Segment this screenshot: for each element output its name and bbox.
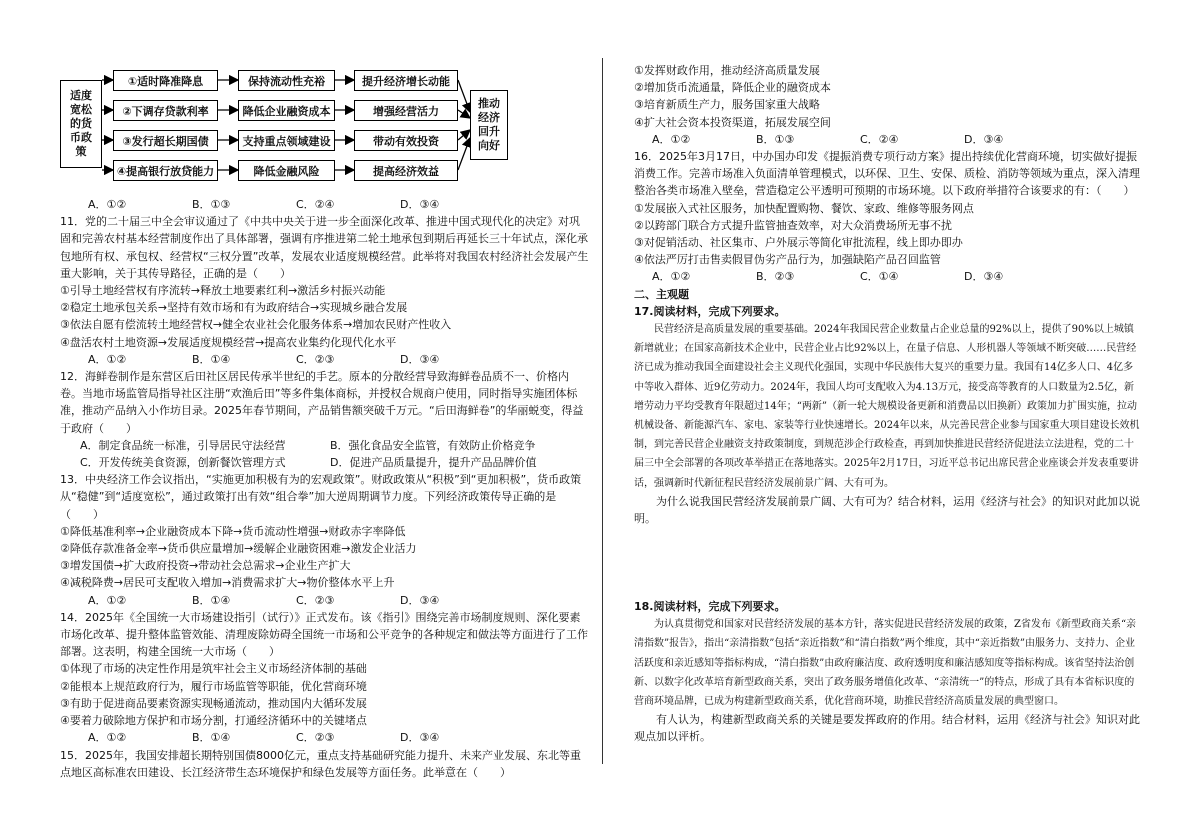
q16-item-1: ①发展嵌入式社区服务，加快配置购物、餐饮、家政、维修等服务网点: [634, 201, 974, 215]
q16-item-3: ③对促销活动、社区集市、户外展示等简化审批流程，线上即办即办: [634, 236, 963, 250]
q14-options: [60, 729, 590, 746]
q13-item-1: ①降低基准利率→企业融资成本下降→货币流动性增强→财政赤字率降低: [60, 524, 406, 538]
diagram-c3-1-label: 提升经济增长动能: [362, 74, 450, 88]
q14-item-3: ③有助于促进商品要素资源实现畅通流动，推动国内大循环发展: [60, 696, 367, 710]
diagram-c1-1-label: ①适时降准降息: [127, 74, 204, 88]
diagram-c2-3: [238, 130, 335, 151]
q18-question: 有人认为，构建新型政商关系的关键是要发挥政府的作用。结合材料，运用《经济与社会》知识对此观点加以评析。: [634, 713, 1140, 744]
q13-option-b: B．①④: [192, 593, 231, 607]
q14-item-1: ①体现了市场的决定性作用是筑牢社会主义市场经济体制的基础: [60, 662, 367, 676]
q16-option-d: D．③④: [964, 270, 1004, 284]
q14-option-b: B．①④: [192, 731, 231, 745]
left-column: [60, 196, 590, 781]
column-divider: [602, 58, 603, 764]
q13-item-2: ②降低存款准备金率→货币供应量增加→缓解企业融资困难→激发企业活力: [60, 542, 417, 556]
diagram-c1-2-label: ②下调存贷款利率: [122, 104, 209, 118]
q11-item-3: ③依法自愿有偿流转土地经营权→健全农业社会化服务体系→增加农民财产性收入: [60, 318, 452, 332]
diagram-end-label: 推动经济回升向好: [478, 97, 500, 152]
diagram-c3-3-label: 带动有效投资: [373, 134, 439, 148]
q13-option-a: A．①②: [88, 593, 127, 607]
q12-option-b: B．强化食品安全监管，有效防止价格竞争: [330, 438, 536, 452]
q12-options-row1: [60, 437, 590, 471]
q15-option-a: A．①②: [652, 132, 691, 146]
q17-material: 民营经济是高质量发展的重要基础。2024年我国民营企业数量占企业总量的92%以上，提供了90%以上城镇新增就业；在国家高新技术企业中，民营企业占比92%以上，在量子信息、人形机器人等领域不断突破……民营经济已成为推动我国全面建设社会主义现代化强国，实现中华民族伟大复兴的重要力量。我国有14亿多人口、4亿多中等收入群体、近9亿劳动力。2024年，我国人均可支配收入为4.13万元，接受高等教育的人口数量为2.5亿，新增劳动力平均受教育年限超过14年；“两新”（新一轮大规模设备更新和消费品以旧换新）政策加力扩围实施，拉动机械设备、新能源汽车、家电、家装等行业快速增长。2024年以来，从完善民营企业参与国家重大项目建设长效机制，到完善民营企业融资支持政策制度，到规范涉企行政检查，再到加快推进民营经济促进法立法进程，党的二十届三中全会部署的各项改革举措正在落地落实。2025年2月17日，习近平总书记出席民营企业座谈会并发表重要讲话，强调新时代新征程民营经济发展前景广阔、大有可为。: [634, 324, 1140, 489]
diagram-c3-2-label: 增强经营活力: [373, 104, 439, 118]
section-2-heading: 二、主观题: [634, 287, 689, 301]
diagram-c2-1-label: 保持流动性充裕: [248, 74, 325, 88]
q10-option-d: D．③④: [400, 198, 440, 211]
q12-option-c: C．开发传统美食资源，创新餐饮管理方式: [80, 456, 286, 470]
q11-option-a: A．①②: [88, 352, 127, 366]
diagram-c3-4: [354, 160, 458, 181]
q12-stem: 12．海鲜卷制作是东营区后田社区居民传承半世纪的手艺。原本的分散经营导致海鲜卷品质不一、价格内卷。当地市场监管局指导社区注册“欢渔后田”等多件集体商标，并授权合规商户使用，同时指导实施团体标准，推动产品纳入小作坊目录。2025年春节期间，产品销售额突破千万元。“后田海鲜卷”的华丽蜕变，得益于政府（ ）: [60, 370, 584, 435]
diagram-c2-2: [238, 100, 335, 121]
diagram-c2-3-label: 支持重点领域建设: [242, 134, 331, 148]
q15-option-c: C．②④: [860, 132, 899, 146]
diagram-c3-1: [354, 70, 458, 91]
q15-item-3: ③培育新质生产力，服务国家重大战略: [634, 98, 820, 112]
q16-option-b: B．②③: [756, 270, 795, 284]
q15-option-d: D．③④: [964, 132, 1004, 146]
q13-item-4: ④减税降费→居民可支配收入增加→消费需求扩大→物价整体水平上升: [60, 576, 395, 590]
q13-stem: 13．中央经济工作会议指出，“实施更加积极有为的宏观政策”。财政政策从“积极”到“更加积极”，货币政策从“稳健”到“适度宽松”，通过政策打出有效“组合拳”加大逆周期调节力度。下列经济政策传导正确的是（ ）: [60, 473, 582, 521]
q18-title: 18.阅读材料，完成下列要求。: [634, 600, 786, 613]
q14-option-d: D．③④: [400, 731, 440, 745]
q13-options: [60, 592, 590, 609]
diagram-start-box: [60, 80, 102, 168]
q16-item-2: ②以跨部门联合方式提升监管抽查效率，对大众消费场所无事不扰: [634, 218, 952, 232]
q11-stem: 11．党的二十届三中全会审议通过了《中共中央关于进一步全面深化改革、推进中国式现代化的决定》对巩固和完善农村基本经营制度作出了具体部署，强调有序推进第二轮土地承包到期后再延长三十年试点，深化承包地所有权、承包权、经营权“三权分置”改革，发展农业适度规模经营。此举将对我国农村经济社会发展产生重大影响，关于其传导路径，正确的是（ ）: [60, 215, 589, 280]
q16-stem: 16．2025年3月17日，中办国办印发《提振消费专项行动方案》提出持续优化营商环境，切实做好提振消费工作。完善市场准入负面清单管理模式，以环保、卫生、安保、质检、消防等领域为重点，深入清理整治各类市场准入壁垒，营造稳定公平透明可预期的市场环境。以下政府举措符合该要求的有：（ ）: [634, 150, 1140, 198]
q13-item-3: ③增发国债→扩大政府投资→带动社会总需求→企业生产扩大: [60, 559, 351, 573]
q16-item-4: ④依法严厉打击售卖假冒伪劣产品行为，加强缺陷产品召回监管: [634, 253, 941, 267]
diagram-c3-3: [354, 130, 458, 151]
diagram-c3-2: [354, 100, 458, 121]
q10-option-a: A．①②: [88, 198, 127, 211]
q15-options: [634, 131, 1142, 148]
q16-options: [634, 268, 1142, 285]
q10-option-c: C．②④: [296, 198, 335, 211]
q11-option-c: C．②③: [296, 352, 335, 366]
q14-item-4: ④要着力破除地方保护和市场分割，打通经济循环中的关键堵点: [60, 714, 367, 728]
q15-stem: 15．2025年，我国安排超长期特别国债8000亿元，重点支持基础研究能力提升、未来产业发展、东北等重点地区高标准农田建设、长江经济带生态环境保护和绿色发展等方面任务。此举意在（ ）: [60, 748, 581, 779]
diagram-c1-3: [113, 130, 218, 151]
q11-item-2: ②稳定土地承包关系→坚持有效市场和有为政府结合→实现城乡融合发展: [60, 301, 408, 315]
diagram-c2-1: [238, 70, 335, 91]
q11-item-1: ①引导土地经营权有序流转→释放土地要素红利→激活乡村振兴动能: [60, 284, 386, 298]
q15-item-4: ④扩大社会资本投资渠道，拓展发展空间: [634, 115, 831, 129]
q14-option-c: C．②③: [296, 731, 335, 745]
diagram-c2-2-label: 降低企业融资成本: [242, 104, 331, 118]
q14-stem: 14．2025年《全国统一大市场建设指引（试行）》正式发布。该《指引》围绕完善市场制度规则、深化要素市场化改革、提升整体监管效能、清理废除妨碍全国统一市场和公平竞争的各种规定和做法等方面进行了工作部署。这表明，构建全国统一大市场（ ）: [60, 610, 588, 659]
q10-options: [60, 196, 590, 213]
diagram-c1-4-label: ④提高银行放贷能力: [116, 164, 215, 178]
q13-option-d: D．③④: [400, 593, 440, 607]
q10-option-b: B．①③: [192, 198, 231, 211]
diagram-c1-3-label: ③发行超长期国债: [122, 134, 209, 148]
q11-item-4: ④盘活农村土地资源→发展适度规模经营→提高农业集约化现代化水平: [60, 335, 397, 349]
q15-item-2: ②增加货币流通量，降低企业的融资成本: [634, 81, 831, 95]
right-column: [634, 62, 1142, 527]
q11-option-b: B．①④: [192, 352, 231, 366]
q15-option-b: B．①③: [756, 132, 795, 146]
diagram-start-label: 适度宽松的货币政策: [70, 89, 92, 158]
q11-options: [60, 351, 590, 368]
q12-option-d: D．促进产品质量提升，提升产品品牌价值: [330, 456, 537, 470]
diagram-c1-1: [113, 70, 218, 91]
diagram-c1-4: [113, 160, 218, 181]
q16-option-a: A．①②: [652, 270, 691, 284]
q18-block: [634, 598, 1142, 746]
q12-option-a: A．制定食品统一标准，引导居民守法经营: [80, 438, 286, 452]
q17-title: 17.阅读材料，完成下列要求。: [634, 304, 786, 318]
q16-option-c: C．①④: [860, 270, 899, 284]
q15-item-1: ①发挥财政作用，推动经济高质量发展: [634, 64, 820, 77]
diagram-c2-4: [238, 160, 335, 181]
q11-option-d: D．③④: [400, 352, 440, 366]
diagram-c3-4-label: 提高经济效益: [373, 164, 439, 178]
q18-material: 为认真贯彻党和国家对民营经济发展的基本方针，落实促进民营经济发展的政策，Z省发布《新型政商关系“亲清指数”报告》，指出“亲清指数”包括“亲近指数”和“清白指数”两个维度，其中“亲近指数”由服务力、支持力、企业活跃度和亲近感知等指标构成，“清白指数”由政府廉洁度、政府透明度和廉洁感知度等指标构成。该省坚持法治创新、以数字化改革培育新型政商关系，突出了政务服务增值化改革、“亲清统一”的特点，形成了具有本省标识度的营商环境品牌，已成为构建新型政商关系，优化营商环境，助推民营经济高质量发展的典型窗口。: [634, 619, 1137, 708]
q13-option-c: C．②③: [296, 593, 335, 607]
q14-item-2: ②能根本上规范政府行为，履行市场监管等职能，优化营商环境: [60, 679, 367, 693]
diagram-c1-2: [113, 100, 218, 121]
diagram-end-box: [470, 90, 508, 160]
q17-question: 为什么说我国民营经济发展前景广阔、大有可为？结合材料，运用《经济与社会》的知识对此加以说明。: [634, 494, 1140, 526]
q14-option-a: A．①②: [88, 731, 127, 745]
diagram-c2-4-label: 降低金融风险: [253, 164, 320, 178]
